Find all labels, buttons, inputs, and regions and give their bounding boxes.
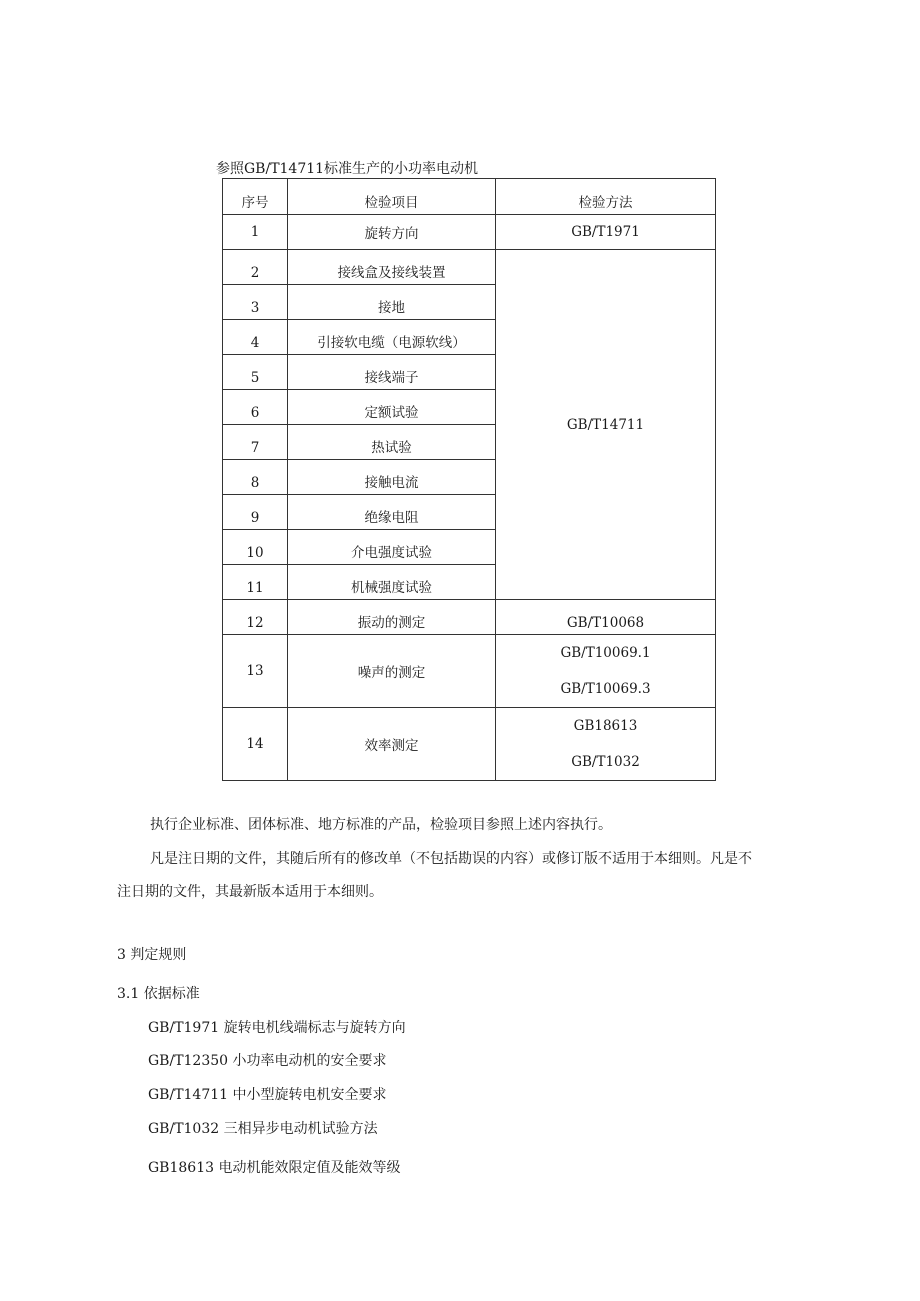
table-row	[223, 250, 716, 285]
row-item: 接触电流	[288, 460, 496, 495]
paragraph: 凡是注日期的文件，其随后所有的修改单（不包括勘误的内容）或修订版不适用于本细则。凡是不	[150, 851, 752, 867]
header-method: 检验方法	[496, 179, 716, 215]
row-method	[496, 708, 716, 781]
standard-item: GB/T12350 小功率电动机的安全要求	[148, 1053, 387, 1069]
row-item: 绝缘电阻	[288, 495, 496, 530]
merged-method-cell: GB/T14711	[496, 250, 716, 600]
method-line: GB/T10069.1	[560, 645, 651, 661]
section-title: 3 判定规则	[117, 947, 187, 963]
row-item: 机械强度试验	[288, 565, 496, 600]
row-no: 3	[223, 285, 288, 320]
table-row	[223, 600, 716, 635]
row-item: 效率测定	[288, 708, 496, 781]
paragraph: 执行企业标准、团体标准、地方标准的产品，检验项目参照上述内容执行。	[150, 817, 612, 833]
table-header-row	[223, 179, 716, 215]
row-no: 11	[223, 565, 288, 600]
row-method	[496, 635, 716, 708]
row-item: 定额试验	[288, 390, 496, 425]
row-no: 5	[223, 355, 288, 390]
row-item: 接地	[288, 285, 496, 320]
table-row	[223, 635, 716, 708]
table-row	[223, 708, 716, 781]
row-no: 9	[223, 495, 288, 530]
header-item: 检验项目	[288, 179, 496, 215]
row-no: 14	[223, 708, 288, 781]
row-no: 1	[223, 215, 288, 250]
row-item: 噪声的测定	[288, 635, 496, 708]
row-no: 13	[223, 635, 288, 708]
standard-item: GB18613 电动机能效限定值及能效等级	[148, 1160, 401, 1176]
table-row	[223, 215, 716, 250]
standard-item: GB/T14711 中小型旋转电机安全要求	[148, 1087, 387, 1103]
row-no: 10	[223, 530, 288, 565]
row-item: 振动的测定	[288, 600, 496, 635]
row-item: 旋转方向	[288, 215, 496, 250]
standard-item: GB/T1971 旋转电机线端标志与旋转方向	[148, 1020, 406, 1036]
inspection-table	[222, 178, 716, 781]
row-no: 7	[223, 425, 288, 460]
method-line: GB/T1032	[571, 754, 640, 770]
row-no: 8	[223, 460, 288, 495]
subsection-title: 3.1 依据标准	[117, 986, 200, 1002]
method-line: GB18613	[573, 718, 638, 734]
row-item: 引接软电缆（电源软线）	[288, 320, 496, 355]
row-no: 6	[223, 390, 288, 425]
row-item: 接线端子	[288, 355, 496, 390]
standard-item: GB/T1032 三相异步电动机试验方法	[148, 1121, 378, 1137]
row-no: 12	[223, 600, 288, 635]
method-line: GB/T10069.3	[560, 681, 651, 697]
row-no: 2	[223, 250, 288, 285]
paragraph-continuation: 注日期的文件，其最新版本适用于本细则。	[117, 884, 383, 900]
header-seq: 序号	[223, 179, 288, 215]
row-item: 接线盒及接线装置	[288, 250, 496, 285]
row-no: 4	[223, 320, 288, 355]
table-caption: 参照GB/T14711标准生产的小功率电动机	[216, 161, 479, 177]
row-method: GB/T10068	[496, 600, 716, 635]
row-item: 热试验	[288, 425, 496, 460]
row-item: 介电强度试验	[288, 530, 496, 565]
row-method: GB/T1971	[496, 215, 716, 250]
